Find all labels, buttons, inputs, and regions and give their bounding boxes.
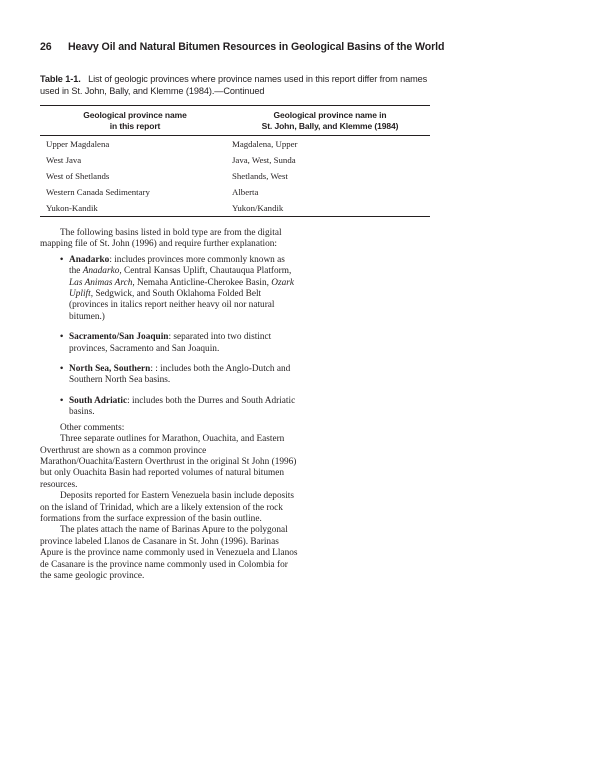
list-item — [40, 364, 298, 387]
col1-header-line1: Geological province name — [83, 110, 187, 120]
basin-term: Sacramento/San Joaquin — [69, 332, 169, 343]
col2-header — [230, 110, 430, 131]
item-text: Sedgwick, and South Oklahoma Folded Belt (provinces in italics report neither heavy oil nor natural bitumen.) — [69, 289, 275, 322]
table-cell: Upper Magdalena — [46, 139, 110, 149]
table-caption — [40, 73, 430, 97]
table-row — [40, 136, 430, 152]
basin-list — [40, 255, 298, 419]
paragraph-barinas: The plates attach the name of Barinas Apure to the polygonal province labeled Llanos de Casanare in St. John (1996). Barinas Apure is the province name commonly used in Venezuela and Llanos de Casanare is the province name commonly used in Colombia for the same geologic province. — [40, 525, 298, 581]
list-item — [40, 255, 298, 323]
running-header — [40, 41, 560, 53]
table-cell: Java, West, Sunda — [232, 155, 296, 165]
basin-term: North Sea, Southern — [69, 364, 151, 375]
table-caption-label: Table 1-1. — [40, 74, 81, 84]
table-cell: West of Shetlands — [46, 171, 110, 181]
table-caption-text: List of geologic provinces where province names used in this report differ from names used in St. John, Bally, and Klemme (1984).—Continued — [40, 74, 428, 97]
table-row — [40, 168, 430, 184]
body-text — [40, 228, 298, 582]
paragraph-marathon: Three separate outlines for Marathon, Ouachita, and Eastern Overthrust are shown as a common province Marathon/Ouachita/Eastern Overthrust in the original St John (1996) but only Ouachita Basin had reported volumes of natural bitumen resources. — [40, 434, 297, 490]
item-italic: Ozark Uplift, — [69, 277, 295, 300]
paragraph-venezuela: Deposits reported for Eastern Venezuela basin include deposits on the island of Trinidad, which are a likely extension of the rock formations from the surface expression of the basin outline. — [40, 491, 294, 524]
table-cell: Yukon/Kandik — [232, 203, 284, 213]
item-text: : separated into two distinct provinces, Sacramento and San Joaquin. — [69, 332, 272, 354]
item-italic: Anadarko, — [82, 266, 122, 277]
bullet-icon: • — [60, 395, 64, 406]
table-cell: Shetlands, West — [232, 171, 288, 181]
list-item — [40, 332, 298, 355]
col1-header — [40, 110, 230, 131]
item-text: : includes provinces more commonly known as the — [69, 254, 285, 277]
basin-term: South Adriatic — [69, 395, 128, 406]
table-cell: Magdalena, Upper — [232, 139, 298, 149]
bullet-icon: • — [60, 364, 64, 375]
col2-header-line2: St. John, Bally, and Klemme (1984) — [261, 120, 399, 131]
intro-paragraph: The following basins listed in bold type are from the digital mapping file of St. John (1996) and require further explanation: — [40, 228, 282, 250]
item-text: Nemaha Anticline-Cherokee Basin, — [134, 277, 272, 288]
table-row — [40, 184, 430, 200]
other-comments-label: Other comments: — [60, 422, 125, 433]
item-text: : includes both the Durres and South Adriatic basins. — [69, 395, 296, 418]
item-italic: Las Animas Arch, — [69, 277, 135, 288]
page-number: 26 — [40, 41, 52, 53]
basin-term: Anadarko — [69, 254, 110, 265]
table-row — [40, 200, 430, 216]
table-header — [40, 106, 430, 136]
table-cell: West Java — [46, 155, 82, 165]
bullet-icon: • — [60, 332, 64, 343]
table-row — [40, 152, 430, 168]
table-cell: Alberta — [232, 187, 259, 197]
bullet-icon: • — [60, 254, 64, 265]
item-text: Central Kansas Uplift, Chautauqua Platform, — [121, 266, 292, 277]
province-table — [40, 105, 430, 217]
table-cell: Yukon-Kandik — [46, 203, 98, 213]
col1-header-line2: in this report — [109, 120, 161, 131]
col2-header-line1: Geological province name in — [273, 110, 387, 120]
list-item — [40, 396, 298, 419]
running-title: Heavy Oil and Natural Bitumen Resources in Geological Basins of the World — [68, 41, 445, 53]
item-text: : : includes both the Anglo-Dutch and Southern North Sea basins. — [69, 364, 291, 386]
table-cell: Western Canada Sedimentary — [46, 187, 150, 197]
